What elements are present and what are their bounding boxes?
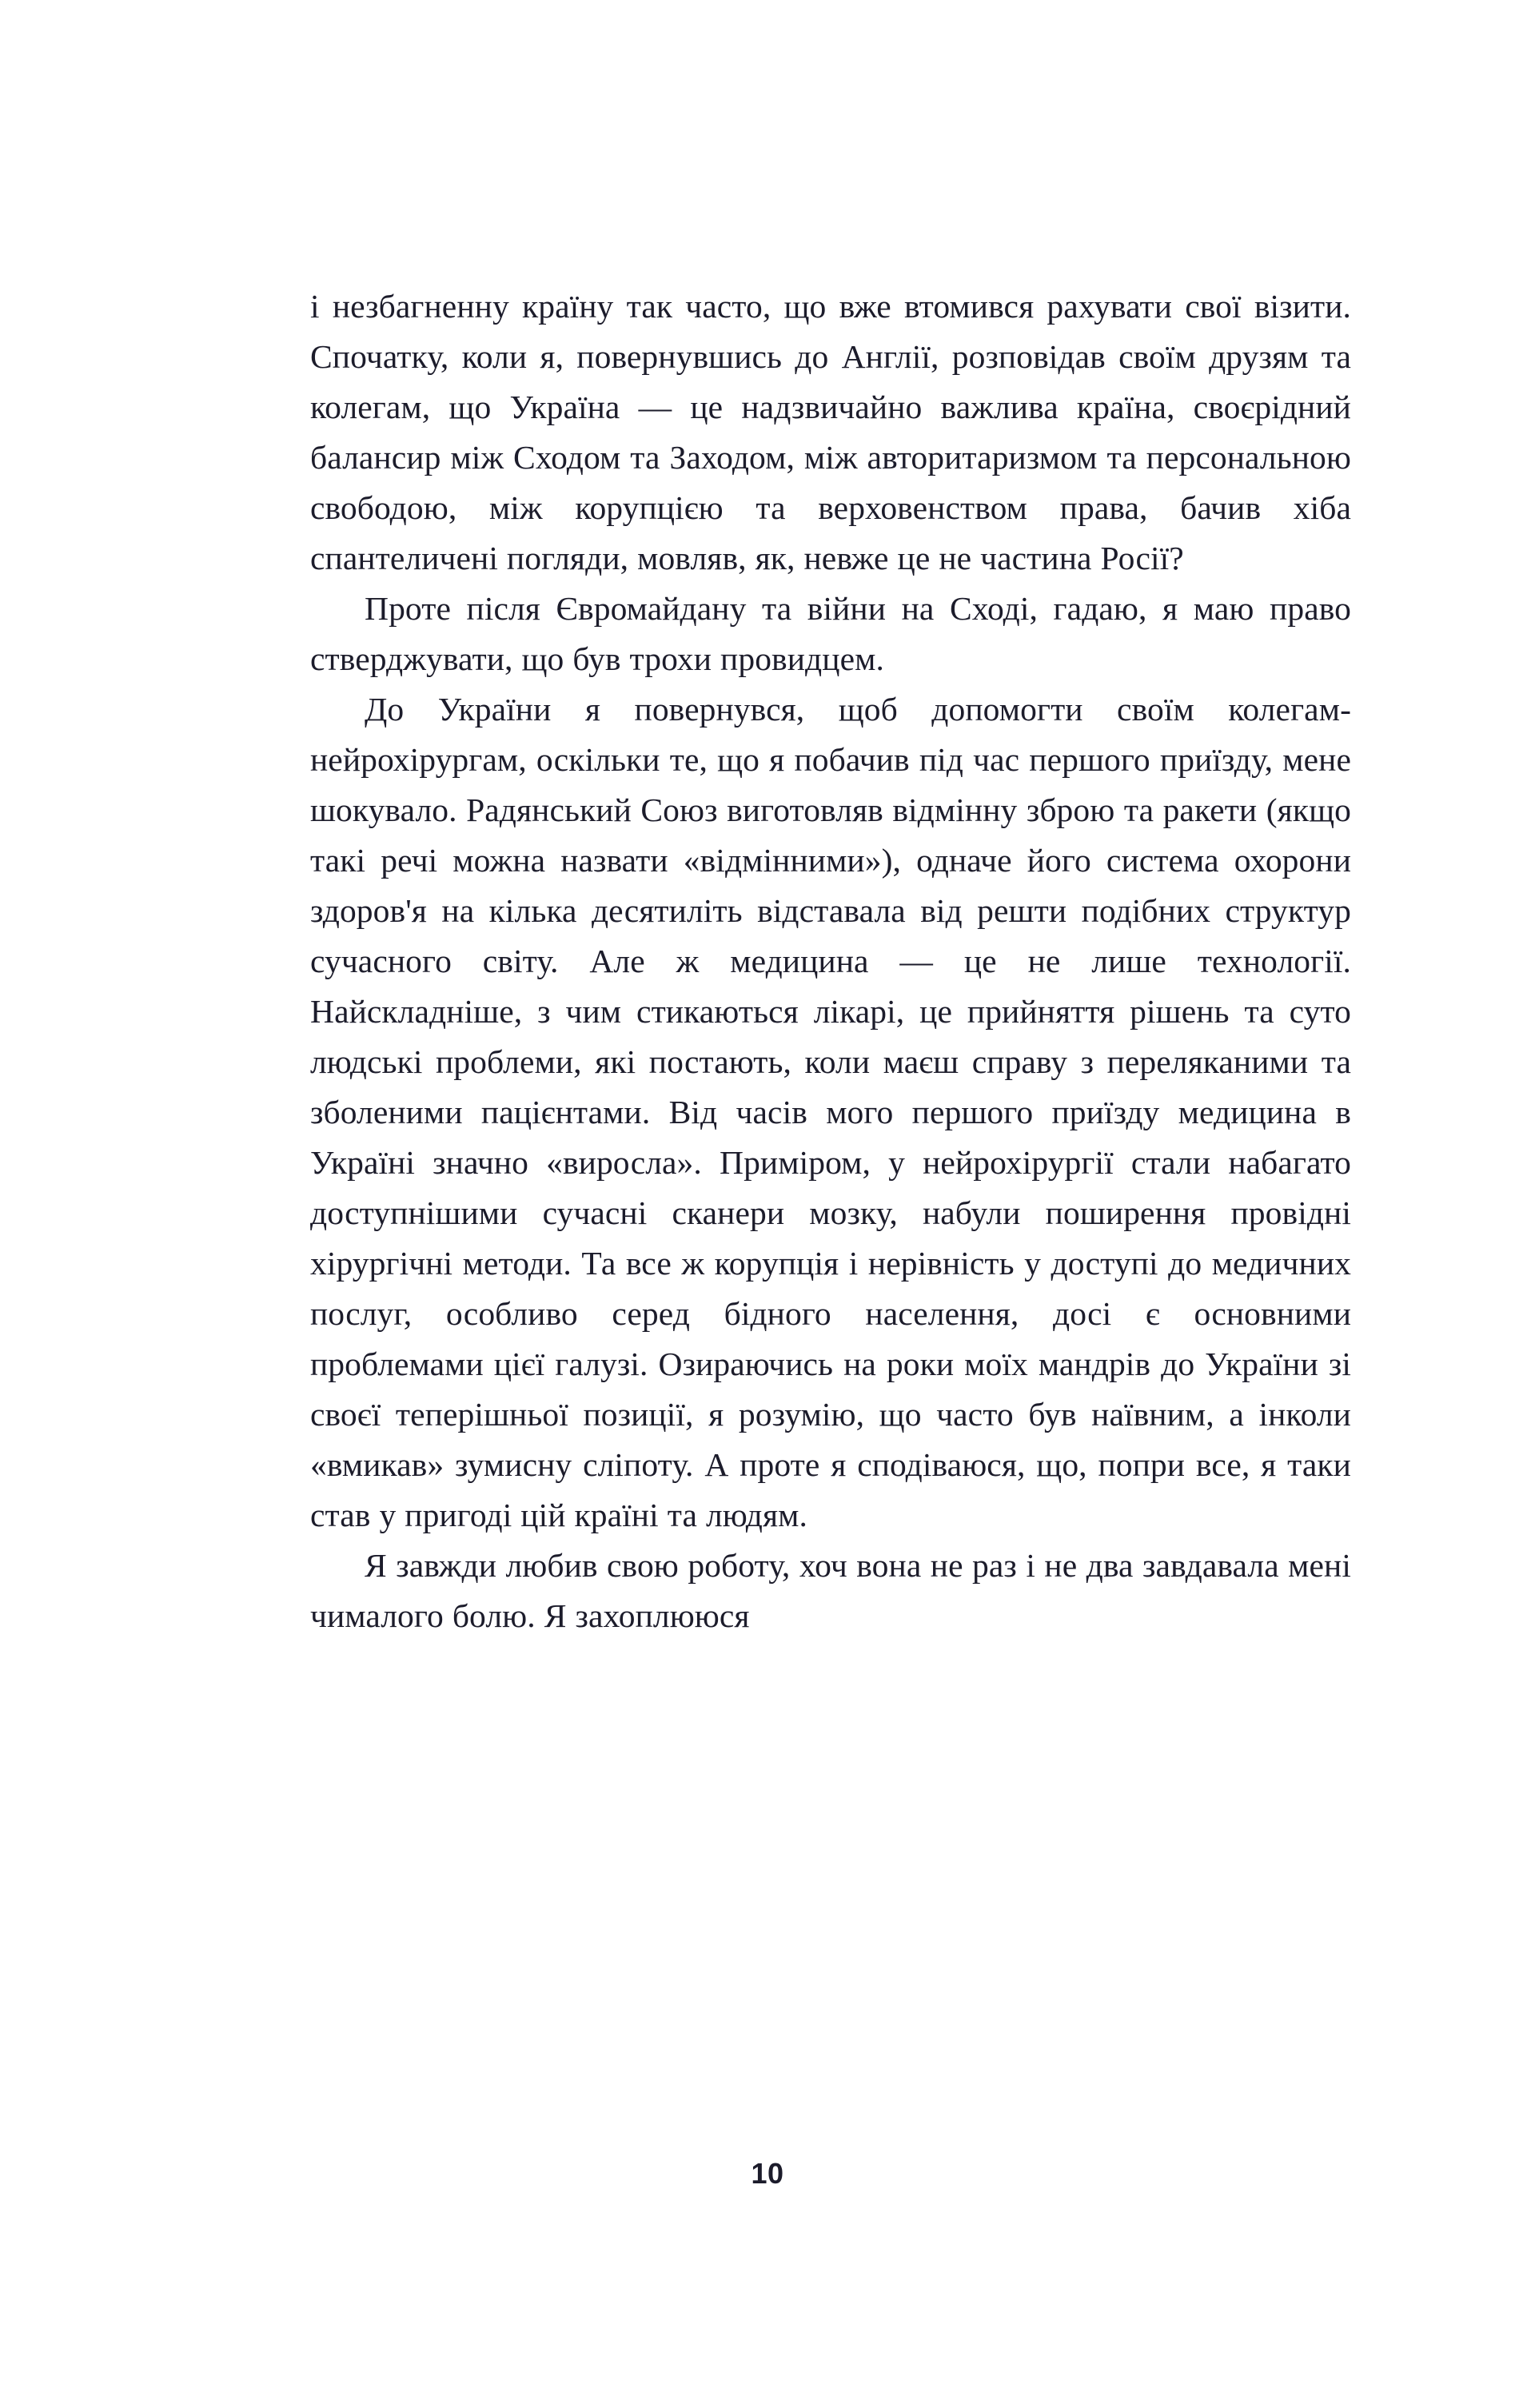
paragraph-2: Проте після Євромайдану та війни на Сході, гадаю, я маю право стверджувати, що був трохи провидцем. <box>310 590 1351 677</box>
paragraph-1: і незбагненну країну так часто, що вже втомився рахувати свої візити. Спочатку, коли я, повернувшись до Англії, розповідав своїм друзям та колегам, що Україна — це надзвичайно важлива країна, своєрідний балансир між Сходом та Заходом, між авторитаризмом та персональною свободою, між корупцією та верховенством права, бачив хіба спантеличені погляди, мовляв, як, невже це не частина Росії? <box>310 288 1351 576</box>
page-text-block <box>310 281 1351 1641</box>
page-number: 10 <box>751 2157 784 2190</box>
paragraph-3: До України я повернувся, щоб допомогти своїм колегам-нейрохірургам, оскільки те, що я побачив під час першого приїзду, мене шокувало. Радянський Союз виготовляв відмінну зброю та ракети (якщо такі речі можна назвати «відмінними»), одначе його система охорони здоров'я на кілька десятиліть відставала від решти подібних структур сучасного світу. Але ж медицина — це не лише технології. Найскладніше, з чим стикаються лікарі, це прийняття рішень та суто людські проблеми, які постають, коли маєш справу з переляканими та зболеними пацієнтами. Від часів мого першого приїзду медицина в Україні значно «виросла». Приміром, у нейрохірургії стали набагато доступнішими сучасні сканери мозку, набули поширення провідні хірургічні методи. Та все ж корупція і нерівність у доступі до медичних послуг, особливо серед бідного населення, досі є основними проблемами цієї галузі. Озираючись на роки моїх мандрів до України зі своєї теперішньої позиції, я розумію, що часто був наївним, а інколи «вмикав» зумисну сліпоту. А проте я сподіваюся, що, попри все, я таки став у пригоді цій країні та людям. <box>310 691 1351 1533</box>
paragraph-4: Я завжди любив свою роботу, хоч вона не раз і не два завдавала мені чималого болю. Я захоплююся <box>310 1547 1351 1634</box>
